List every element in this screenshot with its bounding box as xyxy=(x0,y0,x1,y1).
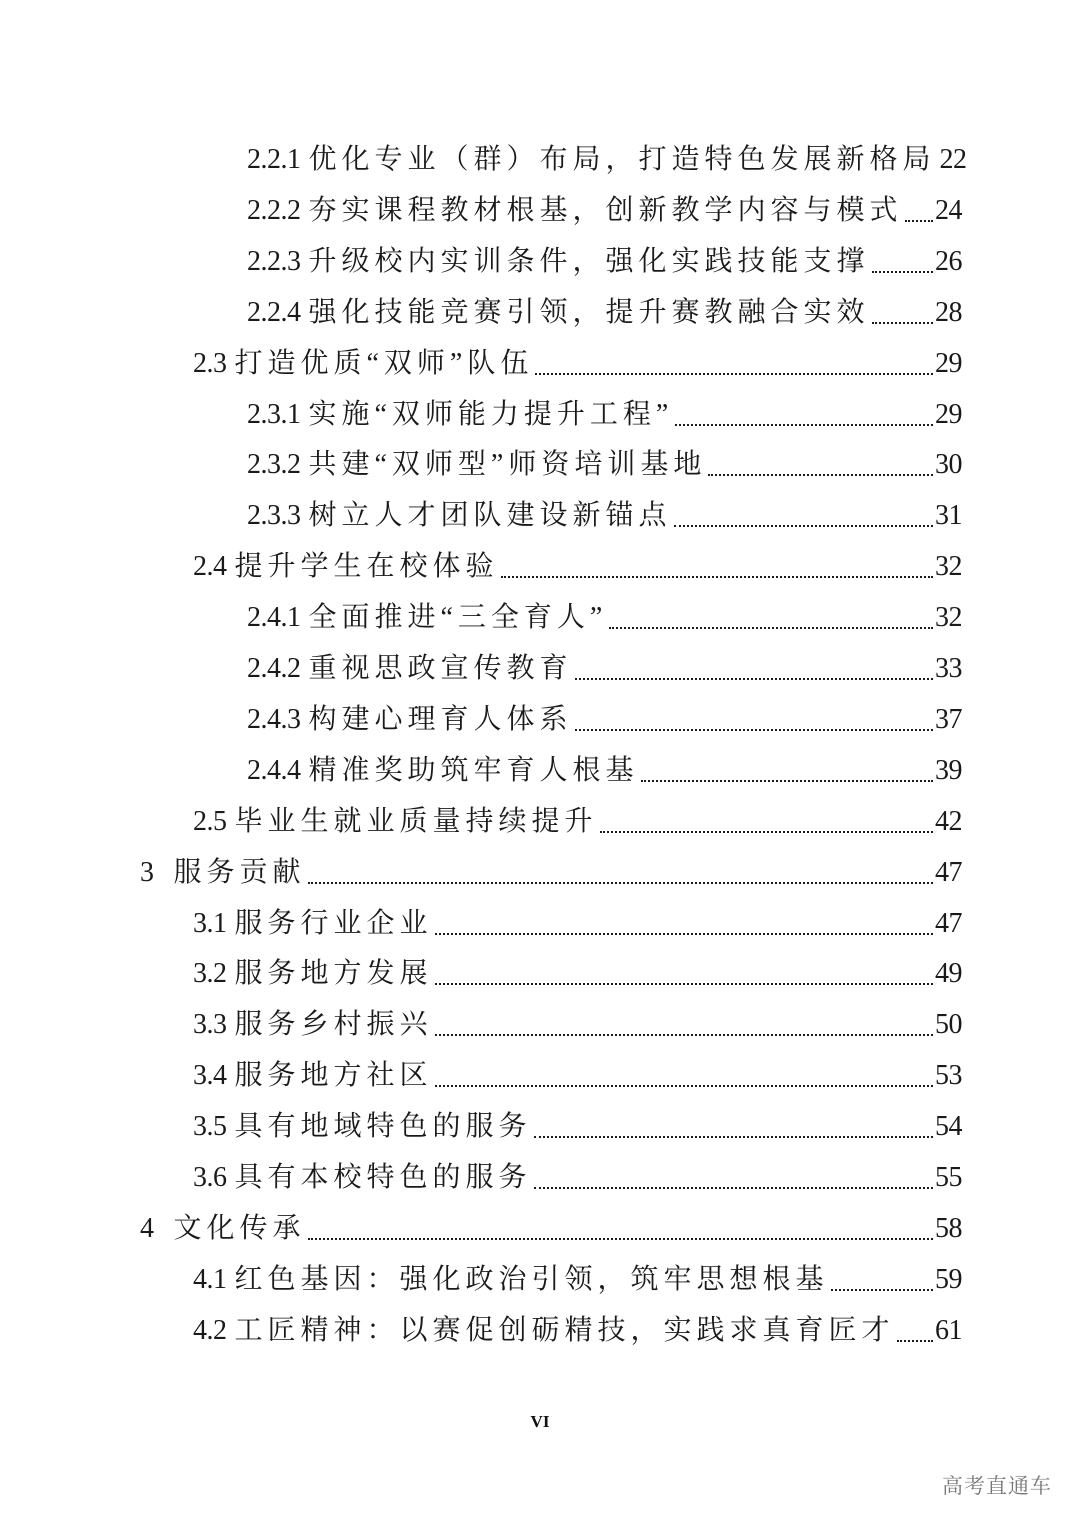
toc-entry-page: 37 xyxy=(935,703,962,735)
toc-entry-title: 夯实课程教材根基，创新教学内容与模式 xyxy=(308,194,903,226)
toc-entry-page: 26 xyxy=(935,245,962,277)
dot-leader xyxy=(575,697,933,743)
toc-entry[interactable] xyxy=(247,239,962,285)
toc-entry-number: 4 xyxy=(140,1212,154,1244)
dot-leader xyxy=(534,1155,933,1201)
toc-entry-page: 55 xyxy=(935,1162,962,1193)
toc-entry-page: 47 xyxy=(935,907,962,939)
toc-entry-number: 3.1 xyxy=(193,907,227,939)
toc-entry[interactable] xyxy=(247,442,962,488)
toc-entry-number: 2.3.3 xyxy=(247,500,301,532)
toc-entry-page: 58 xyxy=(935,1212,962,1244)
toc-entry-title: 精准奖助筑牢育人根基 xyxy=(308,754,639,786)
toc-entry-number: 3 xyxy=(140,856,154,888)
toc-entry[interactable] xyxy=(193,1104,962,1150)
toc-entry-number: 2.3.1 xyxy=(247,398,301,430)
toc-entry[interactable] xyxy=(247,290,962,336)
toc-entry-page: 54 xyxy=(935,1111,962,1143)
toc-entry-page: 32 xyxy=(935,602,962,634)
toc-entry[interactable] xyxy=(247,595,962,641)
toc-entry-number: 2.2.1 xyxy=(247,144,301,175)
toc-entry-title: 实施“双师能力提升工程” xyxy=(308,398,674,430)
page-number: VI xyxy=(530,1412,550,1431)
toc-entry-number: 2.4.4 xyxy=(247,754,301,786)
toc-entry-title: 优化专业（群）布局，打造特色发展新格局 xyxy=(308,144,936,175)
toc-entry-number: 2.4.2 xyxy=(247,653,301,684)
toc-entry[interactable] xyxy=(247,493,962,539)
toc-entry-title: 服务地方社区 xyxy=(234,1060,433,1092)
toc-entry[interactable] xyxy=(193,1308,962,1354)
toc-entry[interactable] xyxy=(193,951,962,997)
toc-entry-title: 服务地方发展 xyxy=(234,958,433,990)
dot-leader xyxy=(308,1206,933,1252)
toc-entry-page: 61 xyxy=(935,1314,962,1346)
toc-entry-number: 2.5 xyxy=(193,805,227,837)
toc-entry-title: 强化技能竞赛引领，提升赛教融合实效 xyxy=(308,296,870,328)
toc-entry-page: 50 xyxy=(935,1009,962,1041)
toc-entry[interactable] xyxy=(247,137,967,183)
dot-leader xyxy=(600,799,933,845)
toc-entry-page: 47 xyxy=(935,856,962,888)
toc-entry-page: 22 xyxy=(939,144,967,175)
dot-leader xyxy=(905,188,933,234)
dot-leader xyxy=(872,239,933,285)
toc-entry-title: 具有地域特色的服务 xyxy=(234,1111,532,1143)
toc-entry-page: 32 xyxy=(935,551,962,583)
dot-leader xyxy=(675,392,933,438)
dot-leader xyxy=(609,595,933,641)
toc-entry[interactable] xyxy=(193,341,962,387)
toc-entry[interactable] xyxy=(193,901,962,947)
toc-entry-number: 2.4 xyxy=(193,551,227,583)
toc-entry-page: 31 xyxy=(935,500,962,532)
toc-entry-title: 共建“双师型”师资培训基地 xyxy=(308,449,707,481)
toc-entry-title: 服务贡献 xyxy=(173,856,306,888)
toc-entry-page: 29 xyxy=(935,398,962,430)
toc-entry[interactable] xyxy=(193,1257,962,1303)
toc-entry-number: 4.1 xyxy=(193,1263,227,1295)
toc-entry-number: 2.4.3 xyxy=(247,703,301,735)
toc-entry-title: 重视思政宣传教育 xyxy=(308,653,573,684)
toc-entry-page: 29 xyxy=(935,347,962,379)
dot-leader xyxy=(575,646,933,692)
toc-entry-title: 升级校内实训条件，强化实践技能支撑 xyxy=(308,245,870,277)
toc-entry-title: 提升学生在校体验 xyxy=(234,551,499,583)
toc-entry-title: 服务行业企业 xyxy=(234,907,433,939)
toc-entry-title: 毕业生就业质量持续提升 xyxy=(234,805,598,837)
toc-entry[interactable] xyxy=(140,1206,962,1252)
dot-leader xyxy=(674,493,933,539)
toc-entry-page: 39 xyxy=(935,754,962,786)
dot-leader xyxy=(435,901,933,947)
toc-entry[interactable] xyxy=(247,188,962,234)
toc-entry[interactable] xyxy=(247,697,962,743)
dot-leader xyxy=(708,442,933,488)
toc-entry-page: 28 xyxy=(935,296,962,328)
toc-entry-title: 服务乡村振兴 xyxy=(234,1009,433,1041)
toc-entry-title: 打造优质“双师”队伍 xyxy=(234,347,534,379)
toc-entry[interactable] xyxy=(247,392,962,438)
toc-entry-number: 2.2.3 xyxy=(247,245,301,277)
dot-leader xyxy=(535,341,933,387)
toc-entry-title: 树立人才团队建设新锚点 xyxy=(308,500,672,532)
toc-entry-page: 59 xyxy=(935,1263,962,1295)
toc-entry-number: 2.3.2 xyxy=(247,449,301,481)
toc-entry-page: 49 xyxy=(935,958,962,990)
toc-entry-title: 构建心理育人体系 xyxy=(308,703,573,735)
toc-entry-page: 42 xyxy=(935,805,962,837)
dot-leader xyxy=(831,1257,933,1303)
toc-entry-number: 3.6 xyxy=(193,1162,227,1193)
toc-entry[interactable] xyxy=(193,799,962,845)
dot-leader xyxy=(534,1104,933,1150)
dot-leader xyxy=(501,544,933,590)
toc-entry-title: 文化传承 xyxy=(173,1212,306,1244)
toc-entry[interactable] xyxy=(193,1002,962,1048)
toc-entry[interactable] xyxy=(247,646,962,692)
toc-entry-title: 工匠精神：以赛促创砺精技，实践求真育匠才 xyxy=(234,1314,895,1346)
toc-entry[interactable] xyxy=(193,1155,962,1201)
toc-entry[interactable] xyxy=(193,544,962,590)
toc-entry-title: 红色基因：强化政治引领，筑牢思想根基 xyxy=(234,1263,829,1295)
toc-entry-number: 2.3 xyxy=(193,347,227,379)
toc-entry-number: 3.2 xyxy=(193,958,227,990)
toc-entry-number: 3.5 xyxy=(193,1111,227,1143)
toc-entry-title: 全面推进“三全育人” xyxy=(308,602,608,634)
dot-leader xyxy=(308,850,933,896)
toc-entry-number: 3.3 xyxy=(193,1009,227,1041)
dot-leader xyxy=(897,1308,933,1354)
dot-leader xyxy=(435,1002,933,1048)
toc-entry-number: 2.4.1 xyxy=(247,602,301,634)
toc-entry-number: 3.4 xyxy=(193,1060,227,1092)
watermark: 高考直通车 xyxy=(942,1474,1052,1498)
toc-entry-page: 53 xyxy=(935,1060,962,1092)
toc-entry-title: 具有本校特色的服务 xyxy=(234,1162,532,1193)
toc-entry[interactable] xyxy=(193,1053,962,1099)
toc-entry-page: 24 xyxy=(935,194,962,226)
dot-leader xyxy=(872,290,933,336)
toc-entry-number: 2.2.4 xyxy=(247,296,301,328)
dot-leader xyxy=(641,748,933,794)
toc-entry[interactable] xyxy=(247,748,962,794)
toc-entry-page: 33 xyxy=(935,653,962,684)
toc-entry[interactable] xyxy=(140,850,962,896)
toc-entry-number: 4.2 xyxy=(193,1314,227,1346)
dot-leader xyxy=(435,1053,933,1099)
toc-entry-number: 2.2.2 xyxy=(247,194,301,226)
toc-entry-page: 30 xyxy=(935,449,962,481)
dot-leader xyxy=(435,951,933,997)
